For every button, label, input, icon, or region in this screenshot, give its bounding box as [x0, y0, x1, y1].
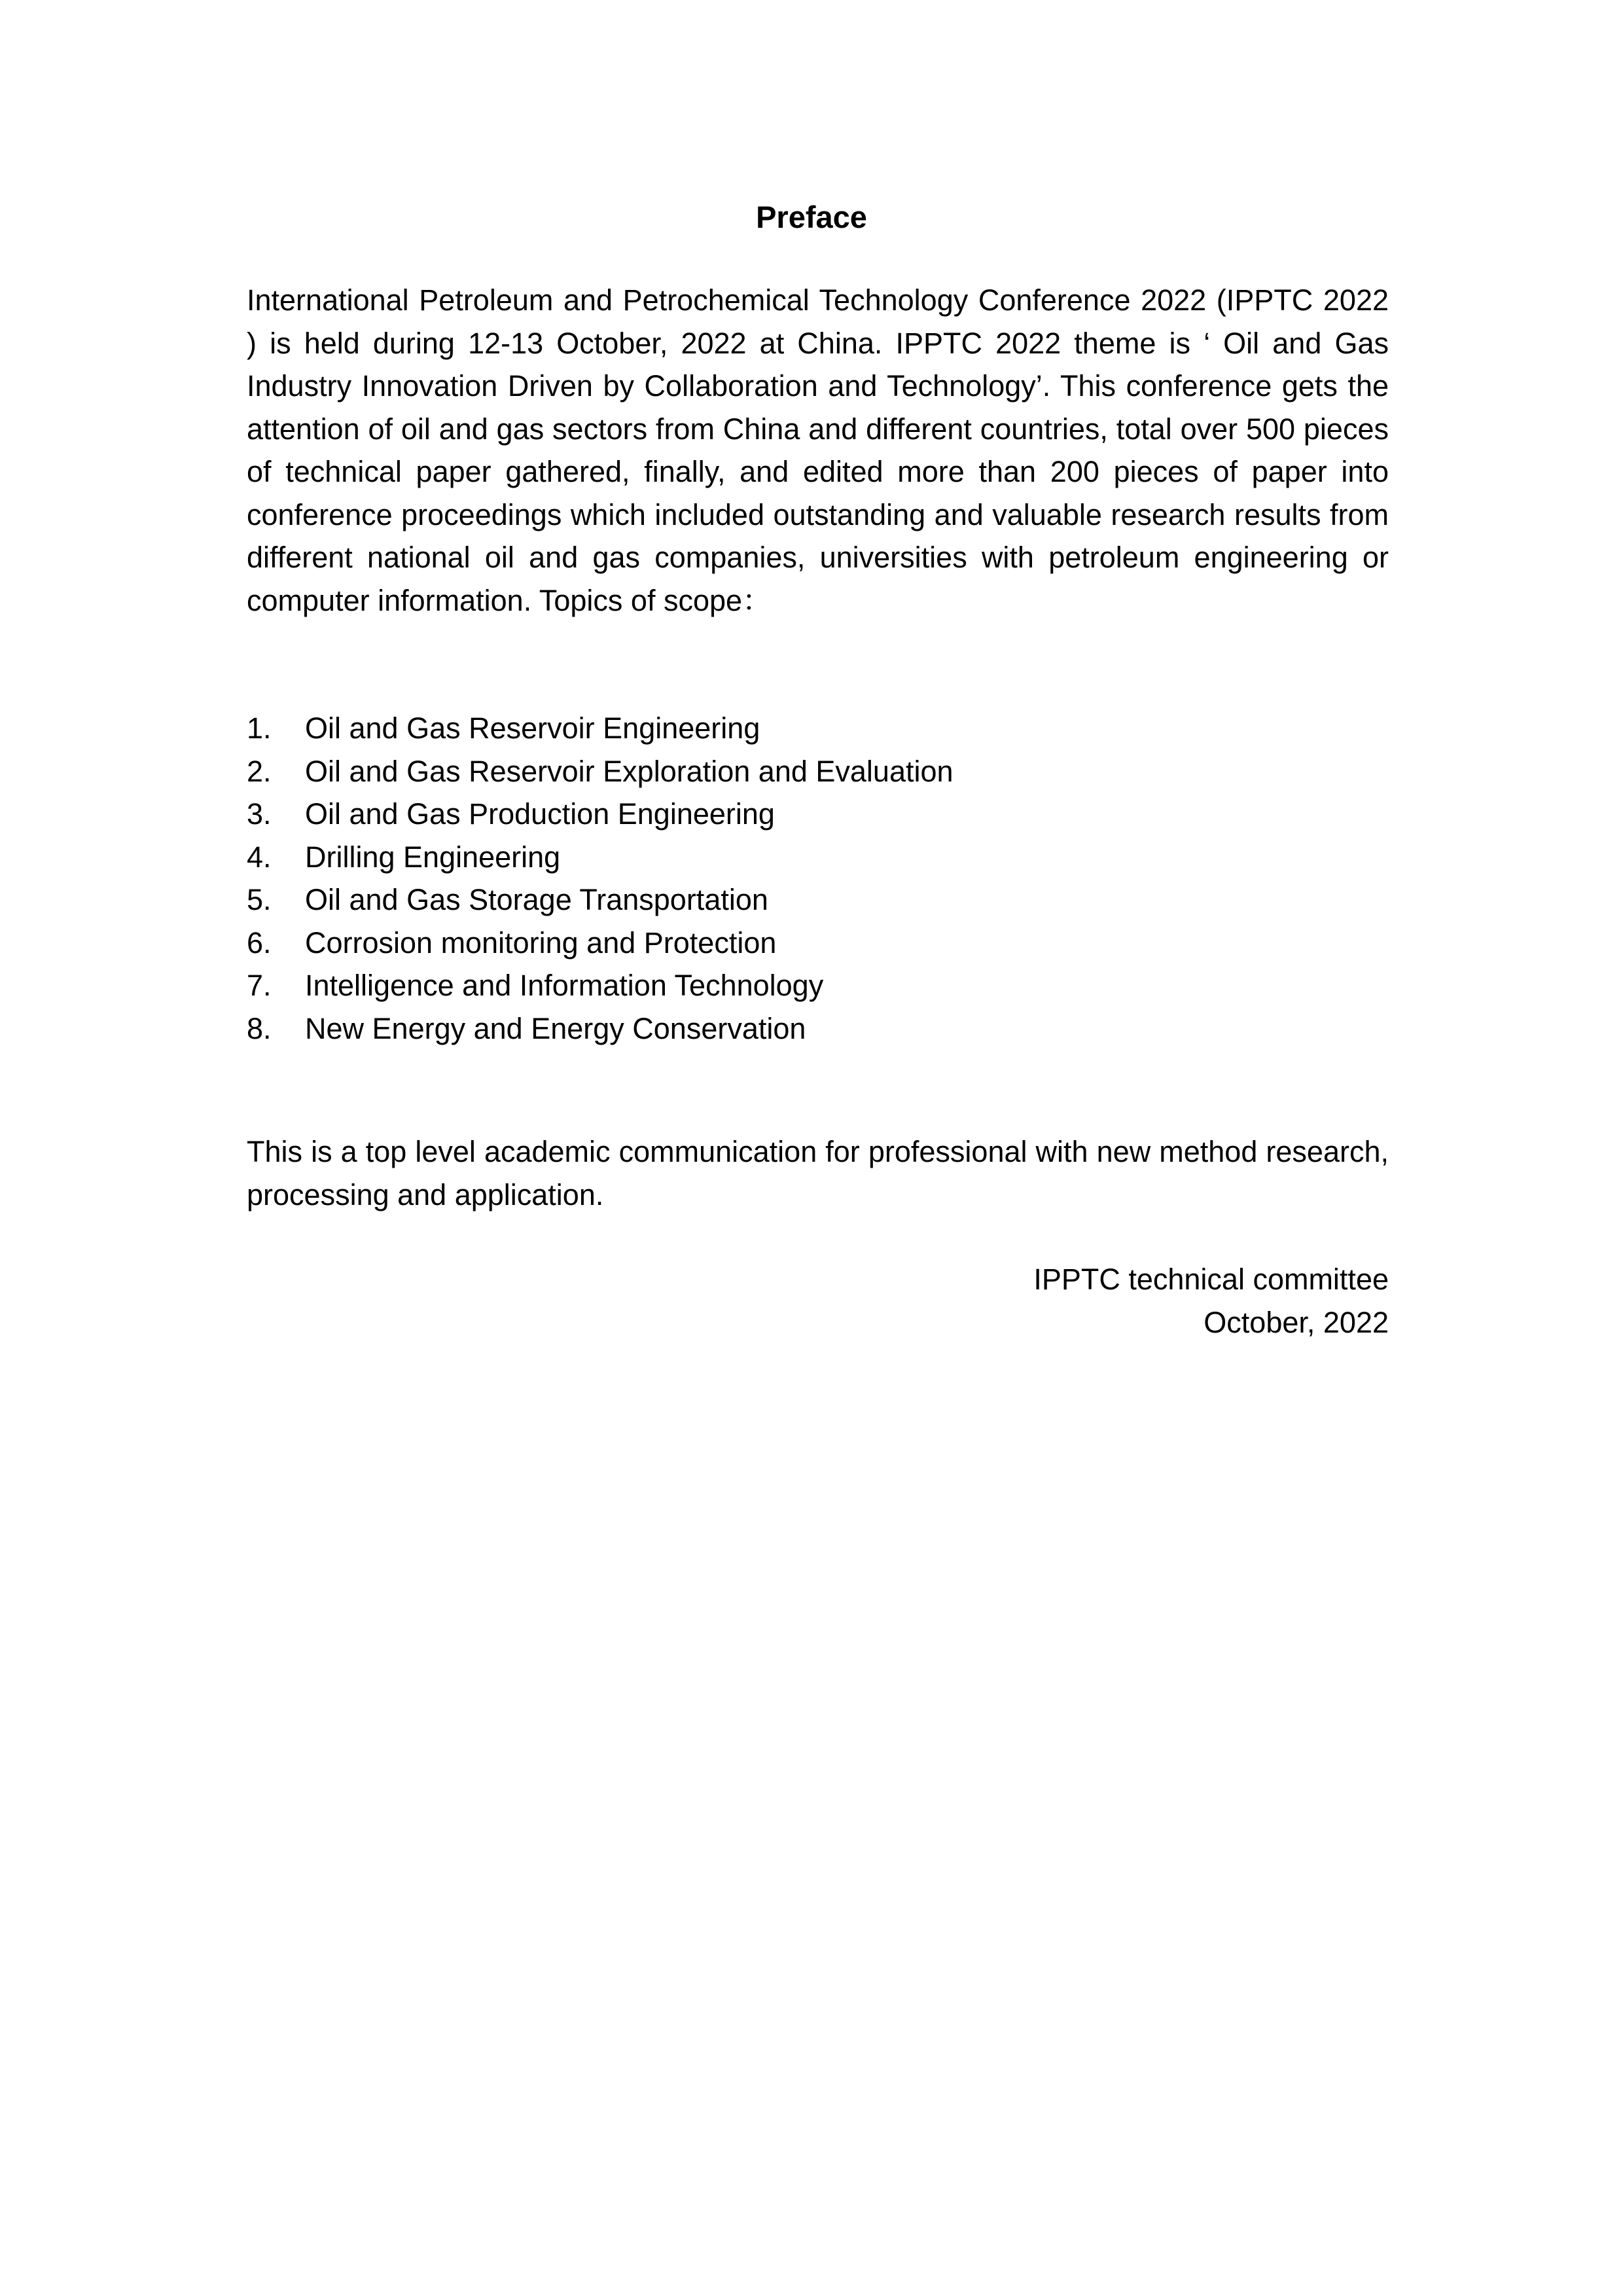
intro-paragraph: International Petroleum and Petrochemical Technology Conference 2022 (IPPTC 2022 ) is held during 12-13 October, 2022 at China. IPPTC 2022 theme is ‘ Oil and Gas Industry Innovation Driven by Collaboration and Technology’. This conference gets the attention of oil and gas sectors from China and different countries, total over 500 pieces of technical paper gathered, finally, and edited more than 200 pieces of paper into conference proceedings which included outstanding and valuable research results from different national oil and gas companies, universities with petroleum engineering or computer information. Topics of scope：: [247, 283, 1389, 617]
list-item-text: Oil and Gas Reservoir Exploration and Evaluation: [305, 754, 954, 788]
list-item: [247, 836, 1389, 879]
list-item-text: Oil and Gas Storage Transportation: [305, 883, 768, 916]
list-item-number: 6.: [247, 925, 272, 960]
list-item-number: 4.: [247, 840, 272, 874]
list-item-number: 8.: [247, 1011, 272, 1045]
list-item: [247, 964, 1389, 1007]
list-item-text: Oil and Gas Production Engineering: [305, 797, 775, 831]
list-item-number: 3.: [247, 797, 272, 831]
signature-block: [247, 1258, 1389, 1344]
list-item: [247, 707, 1389, 750]
list-item-text: Intelligence and Information Technology: [305, 969, 824, 1002]
list-item-text: Oil and Gas Reservoir Engineering: [305, 711, 760, 745]
list-item: [247, 793, 1389, 836]
signature-date: October, 2022: [1204, 1305, 1389, 1339]
list-item: [247, 1007, 1389, 1050]
list-item-number: 2.: [247, 754, 272, 788]
list-item-number: 5.: [247, 883, 272, 916]
page-title: Preface: [756, 200, 867, 234]
list-item-text: Drilling Engineering: [305, 840, 561, 874]
signature-committee: IPPTC technical committee: [1033, 1263, 1389, 1296]
closing-paragraph: This is a top level academic communication for professional with new method research, processing and application.: [247, 1135, 1389, 1211]
list-item-number: 7.: [247, 969, 272, 1002]
list-item: [247, 878, 1389, 922]
list-item: [247, 750, 1389, 793]
list-item: [247, 922, 1389, 965]
list-item-text: New Energy and Energy Conservation: [305, 1011, 806, 1045]
list-item-text: Corrosion monitoring and Protection: [305, 925, 777, 960]
list-item-number: 1.: [247, 711, 272, 745]
topics-list: [247, 707, 1389, 1050]
